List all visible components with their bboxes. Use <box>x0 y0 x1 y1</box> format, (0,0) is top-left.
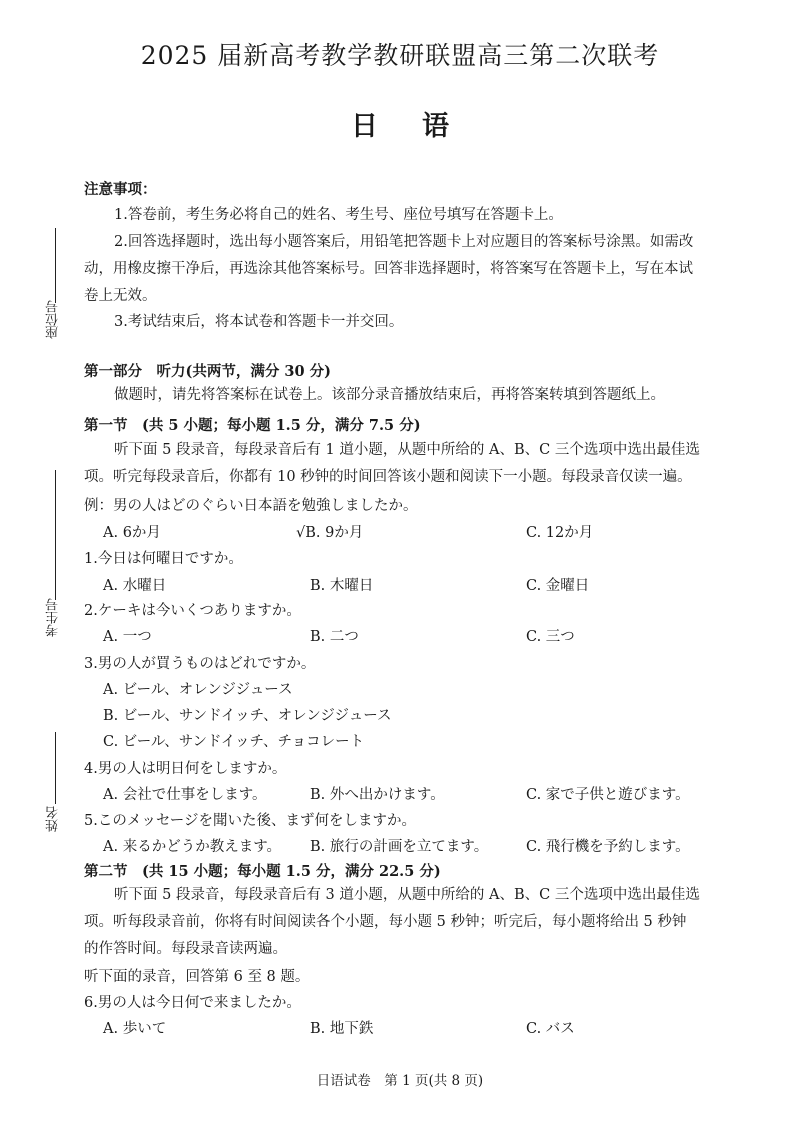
q5-option-a: A. 来るかどうか教えます。 <box>103 839 282 855</box>
section1-instructions: 听下面 5 段录音，每段录音后有 1 道小题，从题中所给的 A、B、C 三个选项中选出最佳选项。听完每段录音后，你都有 10 秒钟的时间回答该小题和阅读下一小题。每段录音仅读一遍。 <box>84 442 700 485</box>
example-option-a: A. 6か月 <box>103 525 161 541</box>
question-6: 6.男の人は今日何で来ましたか。 <box>84 995 301 1011</box>
q3-option-b: B. ビール、サンドイッチ、オレンジジュース <box>103 708 392 724</box>
example-question: 例：男の人はどのぐらい日本語を勉強しましたか。 <box>84 498 418 514</box>
seat-line <box>55 228 56 303</box>
question-5: 5.このメッセージを聞いた後、まず何をしますか。 <box>84 813 416 829</box>
q5-option-b: B. 旅行の計画を立てます。 <box>310 839 489 855</box>
group-intro: 听下面的录音，回答第 6 至 8 题。 <box>84 969 310 985</box>
page-footer: 日语试卷 第 1 页(共 8 页) <box>316 1073 484 1089</box>
name-line <box>55 732 56 804</box>
q1-option-c: C. 金曜日 <box>526 578 590 594</box>
q6-option-c: C. バス <box>526 1021 575 1037</box>
notes-heading: 注意事项： <box>84 181 157 198</box>
example-option-b: √B. 9か月 <box>296 525 364 541</box>
q1-option-b: B. 木曜日 <box>310 578 374 594</box>
q4-option-a: A. 会社で仕事をします。 <box>103 787 267 803</box>
side-label-exam-no: 考生号 <box>46 598 61 637</box>
part1-heading: 第一部分 听力(共两节，满分 30 分) <box>84 363 331 380</box>
subject-title: 日语 <box>351 111 493 142</box>
question-1: 1.今日は何曜日ですか。 <box>84 551 243 567</box>
q6-option-a: A. 歩いて <box>103 1021 167 1037</box>
q5-option-c: C. 飛行機を予約します。 <box>526 839 690 855</box>
note-item-2: 2.回答选择题时，选出每小题答案后，用铅笔把答题卡上对应题目的答案标号涂黑。如需改动，用橡皮擦干净后，再选涂其他答案标号。回答非选择题时，将答案写在答题卡上，写在本试卷上无效。 <box>84 234 694 304</box>
section2-heading: 第二节 (共 15 小题；每小题 1.5 分，满分 22.5 分) <box>84 863 441 880</box>
exam-title: 2025 届新高考教学教研联盟高三第二次联考 <box>140 41 660 70</box>
question-3: 3.男の人が買うものはどれですか。 <box>84 656 316 672</box>
side-label-seat: 座位号 <box>46 300 61 339</box>
side-label-name: 姓名 <box>46 806 61 832</box>
section1-heading: 第一节 (共 5 小题；每小题 1.5 分，满分 7.5 分) <box>84 417 421 434</box>
question-2: 2.ケーキは今いくつありますか。 <box>84 603 301 619</box>
q2-option-b: B. 二つ <box>310 629 359 645</box>
q2-option-c: C. 三つ <box>526 629 575 645</box>
section2-instructions: 听下面 5 段录音，每段录音后有 3 道小题，从题中所给的 A、B、C 三个选项中选出最佳选项。听每段录音前，你将有时间阅读各个小题，每小题 5 秒钟；听完后，每小题将给出 5 秒钟的作答时间。每段录音读两遍。 <box>84 887 700 957</box>
q4-option-b: B. 外へ出かけます。 <box>310 787 445 803</box>
question-4: 4.男の人は明日何をしますか。 <box>84 761 287 777</box>
q6-option-b: B. 地下鉄 <box>310 1021 374 1037</box>
q1-option-a: A. 水曜日 <box>103 578 167 594</box>
q2-option-a: A. 一つ <box>103 629 152 645</box>
exam-no-line <box>55 470 56 600</box>
example-option-c: C. 12か月 <box>526 525 594 541</box>
part1-intro: 做题时，请先将答案标在试卷上。该部分录音播放结束后，再将答案转填到答题纸上。 <box>114 387 665 403</box>
note-item-1: 1.答卷前，考生务必将自己的姓名、考生号、座位号填写在答题卡上。 <box>114 207 563 223</box>
q3-option-a: A. ビール、オレンジジュース <box>103 682 293 698</box>
q4-option-c: C. 家で子供と遊びます。 <box>526 787 690 803</box>
q3-option-c: C. ビール、サンドイッチ、チョコレート <box>103 734 365 750</box>
note-item-3: 3.考试结束后，将本试卷和答题卡一并交回。 <box>114 314 404 330</box>
